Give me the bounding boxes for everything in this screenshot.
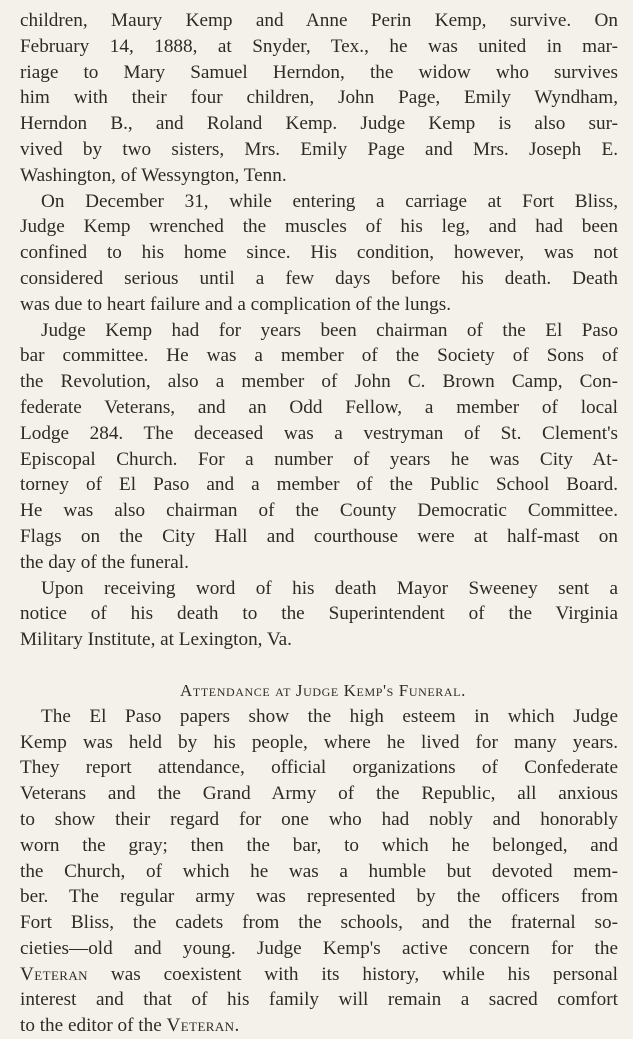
text-line: They report attendance, official organizations of Confederate <box>20 757 618 779</box>
text-line: him with their four children, John Page, Emily Wyndham, <box>20 87 618 109</box>
paragraph-mayor <box>20 576 618 653</box>
text-line: Military Institute, at Lexington, Va. <box>20 629 292 651</box>
text-line: Kemp was held by his people, where he lived for many years. <box>20 731 618 753</box>
text-line: Veterans and the Grand Army of the Republic, all anxious <box>20 783 618 805</box>
text-line: February 14, 1888, at Snyder, Tex., he was united in mar- <box>20 35 618 57</box>
text-line: Lodge 284. The deceased was a vestryman of St. Clement's <box>20 422 618 444</box>
text-line: cieties—old and young. Judge Kemp's active concern for the <box>20 937 618 959</box>
paragraph-career <box>20 318 618 576</box>
document-page <box>20 8 618 1039</box>
text-line: vived by two sisters, Mrs. Emily Page and Mrs. Joseph E. <box>20 138 618 160</box>
text-line <box>20 962 618 988</box>
text-line: bar committee. He was a member of the Society of Sons of <box>20 345 618 367</box>
section-gap <box>20 653 618 678</box>
paragraph-family <box>20 8 618 189</box>
text-line: ber. The regular army was represented by the officers from <box>20 886 618 908</box>
veteran-title: Veteran <box>20 963 88 985</box>
text-line: Judge Kemp wrenched the muscles of his leg, and had been <box>20 216 618 238</box>
text-span: to the editor of the <box>20 1015 167 1037</box>
text-line: considered serious until a few days before his death. Death <box>20 267 618 289</box>
text-line: children, Maury Kemp and Anne Perin Kemp, survive. On <box>20 10 618 31</box>
text-line: Washington, of Wessyngton, Tenn. <box>20 164 287 186</box>
section-heading: Attendance at Judge Kemp's Funeral. <box>180 680 466 700</box>
text-line: confined to his home since. His condition, however, was not <box>20 242 618 264</box>
veteran-title: Veteran <box>166 1015 235 1037</box>
text-line: Upon receiving word of his death Mayor Sweeney sent a <box>41 577 618 599</box>
text-line: torney of El Paso and a member of the Public School Board. <box>20 474 618 496</box>
text-line: federate Veterans, and an Odd Fellow, a member of local <box>20 396 618 418</box>
text-line: Episcopal Church. For a number of years he was City At- <box>20 448 618 470</box>
text-line: He was also chairman of the County Democratic Committee. <box>20 500 618 522</box>
text-line: the Church, of which he was a humble but devoted mem- <box>20 860 618 882</box>
text-line: to show their regard for one who had nobly and honorably <box>20 808 618 830</box>
text-line: The El Paso papers show the high esteem in which Judge <box>41 705 618 727</box>
text-line: worn the gray; then the bar, to which he belonged, and <box>20 834 618 856</box>
text-line: Judge Kemp had for years been chairman of the El Paso <box>41 319 618 341</box>
text-line: Fort Bliss, the cadets from the schools, and the fraternal so- <box>20 912 618 934</box>
text-line: riage to Mary Samuel Herndon, the widow who survives <box>20 61 618 83</box>
text-line: was due to heart failure and a complication of the lungs. <box>20 293 452 315</box>
paragraph-illness <box>20 189 618 318</box>
text-line: On December 31, while entering a carriage at Fort Bliss, <box>41 190 618 212</box>
text-line: Herndon B., and Roland Kemp. Judge Kemp is also sur- <box>20 113 618 135</box>
text-line: interest and that of his family will remain a sacred comfort <box>20 989 618 1011</box>
text-line <box>20 1013 618 1039</box>
text-span: was coexistent with its history, while his personal <box>87 963 618 985</box>
text-line: notice of his death to the Superintendent of the Virginia <box>20 603 618 625</box>
paragraph-attendance <box>20 704 618 1039</box>
text-line: Flags on the City Hall and courthouse were at half-mast on <box>20 525 618 547</box>
text-span: . <box>234 1015 240 1037</box>
text-line: the Revolution, also a member of John C. Brown Camp, Con- <box>20 371 618 393</box>
text-line: the day of the funeral. <box>20 551 189 573</box>
